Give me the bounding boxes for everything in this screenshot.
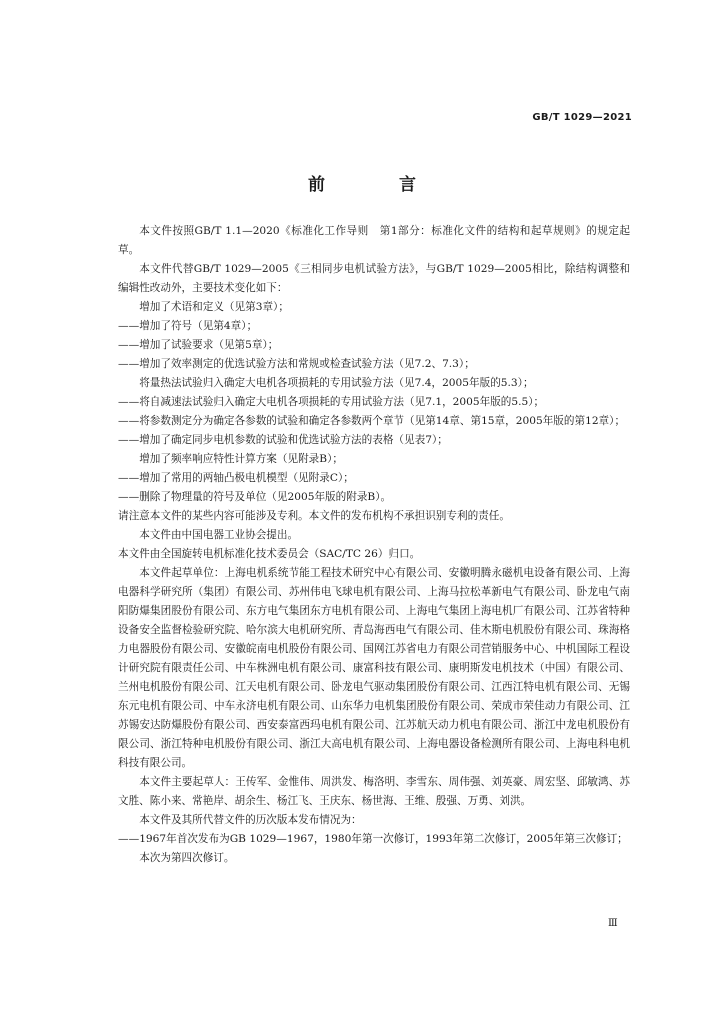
change-item: ——将参数测定分为确定各参数的试验和确定各参数两个章节（见第14章、第15章，2005年版的第12章）； <box>118 415 626 427</box>
change-item: ——增加了确定同步电机参数的试验和优选试验方法的表格（见表7）； <box>118 434 448 446</box>
change-item: 增加了频率响应特性计算方案（见附录B）； <box>139 453 343 465</box>
page-number: Ⅲ <box>608 918 618 929</box>
history-item: ——1967年首次发布为GB 1029—1967，1980年第一次修订，1993年第二次修订，2005年第三次修订； <box>118 833 628 845</box>
page-title: 前 言 <box>308 175 450 195</box>
technical-committee-paragraph: 本文件由全国旋转电机标准化技术委员会（SAC/TC 26）归口。 <box>118 548 421 560</box>
change-item: 将量热法试验归入确定大电机各项损耗的专用试验方法（见7.4，2005年版的5.3）； <box>139 377 534 389</box>
proposer-paragraph: 本文件由中国电器工业协会提出。 <box>139 529 299 541</box>
change-item: ——删除了物理量的符号及单位（见2005年版的附录B）。 <box>118 491 392 503</box>
change-item: ——增加了效率测定的优选试验方法和常规或检查试验方法（见7.2、7.3）； <box>118 358 475 370</box>
patent-notice: 请注意本文件的某些内容可能涉及专利。本文件的发布机构不承担识别专利的责任。 <box>118 510 510 522</box>
change-item: ——增加了试验要求（见第5章）； <box>118 339 279 351</box>
replacement-paragraph: 本文件代替GB/T 1029—2005《三相同步电机试验方法》，与GB/T 1029—2005相比，除结构调整和编辑性改动外，主要技术变化如下： <box>118 263 630 294</box>
drafting-units-paragraph: 本文件起草单位：上海电机系统节能工程技术研究中心有限公司、安徽明腾永磁机电设备有限公司、上海电器科学研究所（集团）有限公司、苏州伟电飞球电机有限公司、上海马拉松革新电气有限公司、卧龙电气南阳防爆集团股份有限公司、东方电气集团东方电机有限公司、上海电气集团上海电机厂有限公司、江苏省特种设备安全监督检验研究院、哈尔滨大电机研究所、青岛海西电气有限公司、佳木斯电机股份有限公司、珠海格力电器股份有限公司、安徽皖南电机股份有限公司、国网江苏省电力有限公司营销服务中心、中机国际工程设计研究院有限责任公司、中车株洲电机有限公司、康富科技有限公司、康明斯发电机技术（中国）有限公司、兰州电机股份有限公司、江天电机有限公司、卧龙电气驱动集团股份有限公司、江西江特电机有限公司、无锡东元电机有限公司、中车永济电机有限公司、山东华力电机集团股份有限公司、荣成市荣佳动力有限公司、江苏锡安达防爆股份有限公司、西安泰富西玛电机有限公司、江苏航天动力机电有限公司、浙江中龙电机股份有限公司、浙江特种电机股份有限公司、浙江大高电机有限公司、上海电器设备检测所有限公司、上海电科电机科技有限公司。 <box>118 567 630 769</box>
standard-code: GB/T 1029—2021 <box>532 112 632 123</box>
change-item: ——增加了符号（见第4章）； <box>118 320 258 332</box>
change-item: 增加了术语和定义（见第3章）； <box>139 301 289 313</box>
change-item: ——将自减速法试验归入确定大电机各项损耗的专用试验方法（见7.1，2005年版的5.5）； <box>118 396 545 408</box>
drafting-rule-paragraph: 本文件按照GB/T 1.1—2020《标准化工作导则 第1部分：标准化文件的结构和起草规则》的规定起草。 <box>118 225 630 256</box>
history-current: 本次为第四次修订。 <box>139 852 235 864</box>
history-intro: 本文件及其所代替文件的历次版本发布情况为： <box>139 814 362 826</box>
drafters-paragraph: 本文件主要起草人：王传军、金惟伟、周洪发、梅洛明、李雪东、周伟强、刘英豪、周宏坚、邱敏鸿、苏文胜、陈小来、常艳岸、胡余生、杨江飞、王庆东、杨世海、王维、殷强、万勇、刘洪。 <box>118 776 630 807</box>
foreword-body <box>118 222 630 868</box>
change-item: ——增加了常用的两轴凸极电机模型（见附录C）； <box>118 472 354 484</box>
